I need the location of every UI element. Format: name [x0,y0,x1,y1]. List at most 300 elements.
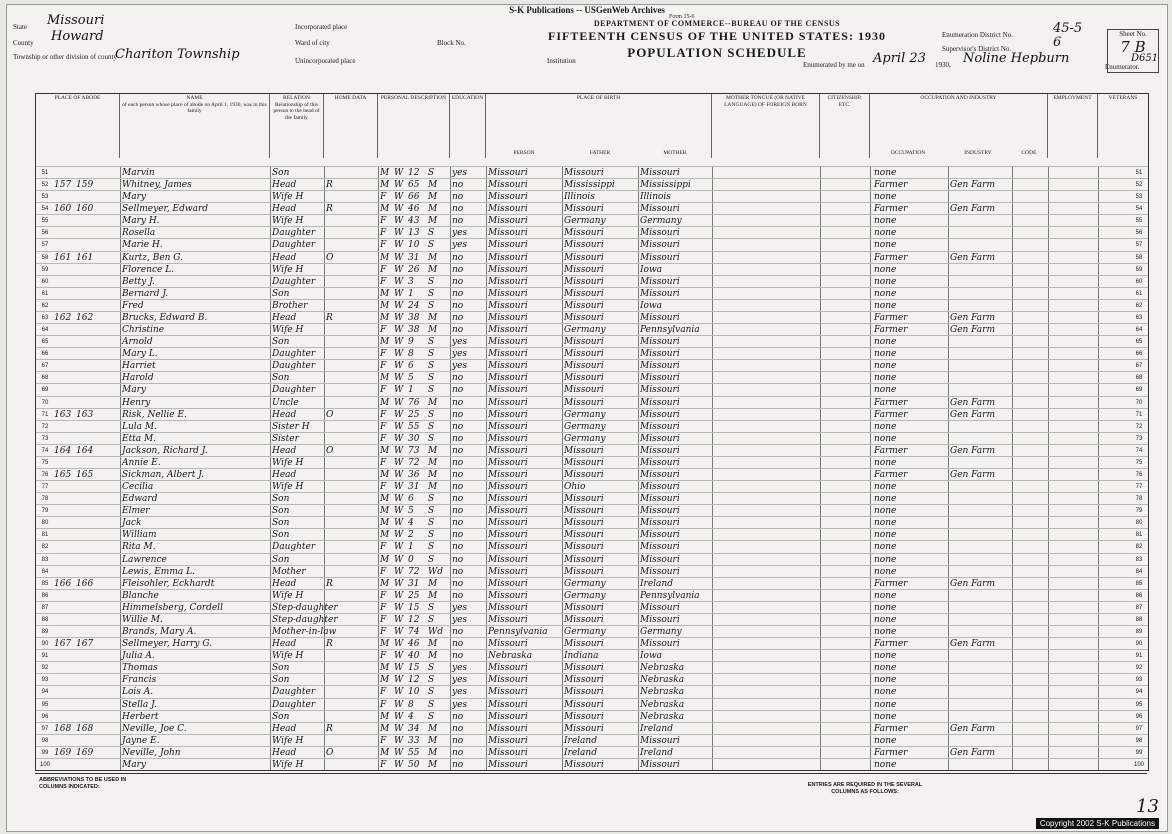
sex: F [380,482,387,493]
school-attendance: yes [452,602,468,613]
sex: M [380,530,390,541]
school-attendance: yes [452,228,468,239]
age: 25 [408,590,420,601]
occupation: none [874,566,897,577]
birthplace-father: Missouri [564,530,604,541]
person-name: Lois A. [122,687,154,698]
line-number: 55 [41,218,49,225]
age: 65 [408,180,420,191]
relation: Daughter [272,699,316,710]
school-attendance: no [452,627,464,638]
person-name: Sellmeyer, Harry G. [122,639,213,650]
race: W [394,675,404,686]
person-name: Mary [122,192,146,203]
birthplace-father: Missouri [564,639,604,650]
race: W [394,457,404,468]
marital-status: S [428,711,435,722]
state-label: State [13,23,27,31]
age: 73 [408,445,420,456]
race: W [394,530,404,541]
birthplace-father: Missouri [564,457,604,468]
person-name: Mary [122,759,146,770]
sex: F [380,421,387,432]
line-number-right: 99 [1135,749,1143,756]
marital-status: M [428,723,438,734]
birthplace-father: Germany [564,578,606,589]
occupation: none [874,300,897,311]
birthplace-mother: Missouri [640,735,680,746]
occupation: none [874,711,897,722]
birthplace-father: Missouri [564,566,604,577]
birthplace-person: Missouri [488,349,528,360]
marital-status: M [428,759,438,770]
line-number-right: 86 [1135,592,1143,599]
race: W [394,276,404,287]
relation: Step-daughter [272,602,338,613]
line-number: 93 [41,677,49,684]
birthplace-father: Illinois [564,192,595,203]
birthplace-father: Missouri [564,542,604,553]
person-name: Sellmeyer, Edward [122,204,209,215]
birthplace-mother: Missouri [640,457,680,468]
marital-status: M [428,747,438,758]
footer-notes [35,773,1147,826]
race: W [394,240,404,251]
birthplace-mother: Missouri [640,759,680,770]
line-number: 76 [41,472,49,478]
birthplace-person: Missouri [488,276,528,287]
birthplace-mother: Germany [640,627,682,638]
sex: M [380,252,390,263]
race: W [394,349,404,360]
census-sheet [6,4,1168,832]
unincorporated-label: Unincorporated place [295,57,356,65]
person-name: William [122,530,157,541]
line-number: 56 [41,230,49,237]
school-attendance: no [452,470,464,480]
col-employment: EMPLOYMENT [1048,94,1098,158]
birthplace-person: Missouri [488,578,528,589]
birthplace-person: Missouri [488,337,528,348]
age: 3 [408,276,414,287]
age: 12 [408,614,420,625]
col-relation-title: RELATION [283,95,310,101]
line-number-right: 90 [1135,641,1143,648]
birthplace-father: Missouri [564,554,604,565]
person-name: Fleisohler, Eckhardt [122,578,215,589]
occupation: Farmer [874,397,908,408]
person-name: Sickman, Albert J. [122,470,204,480]
marital-status: Wd [428,566,444,577]
birthplace-father: Germany [564,433,606,444]
age: 1 [408,385,414,396]
birthplace-mother: Missouri [640,494,680,505]
occupation: none [874,663,897,674]
birthplace-person: Pennsylvania [488,627,548,638]
relation: Daughter [272,361,316,372]
copyright-notice: Copyright 2002 S-K Publications [1036,818,1159,829]
dwelling-number: 160 [54,204,72,215]
age: 12 [408,168,420,178]
industry: Gen Farm [950,747,996,758]
occupation: none [874,759,897,770]
age: 72 [408,566,420,577]
person-name: Marie H. [122,240,163,251]
line-number-right: 53 [1135,194,1143,201]
birthplace-person: Missouri [488,252,528,263]
incorporated-label: Incorporated place [295,23,348,31]
sex: F [380,240,387,251]
family-number: 159 [76,180,94,191]
sheet-label: Sheet No. [1119,30,1147,38]
birthplace-mother: Missouri [640,506,680,517]
line-number-right: 59 [1135,266,1143,273]
birthplace-person: Missouri [488,639,528,650]
birthplace-person: Missouri [488,747,528,758]
sex: F [380,192,387,203]
line-number-right: 56 [1135,230,1143,237]
col-personal-description: PERSONAL DESCRIPTION [378,94,450,158]
line-number: 74 [41,447,49,454]
birthplace-mother: Missouri [640,349,680,360]
school-attendance: no [452,759,464,770]
birthplace-mother: Missouri [640,409,680,420]
person-name: Mary [122,385,146,396]
school-attendance: no [452,433,464,444]
birthplace-father: Ohio [564,482,586,493]
race: W [394,614,404,625]
marital-status: M [428,590,438,601]
birthplace-mother: Nebraska [640,687,685,698]
school-attendance: no [452,325,464,336]
occupation: none [874,735,897,746]
relation: Step-daughter [272,614,338,625]
col-name [120,94,270,158]
school-attendance: no [452,397,464,408]
race: W [394,337,404,348]
line-number: 62 [41,302,49,309]
birthplace-father: Missouri [564,276,604,287]
home-tenure: O [326,252,334,263]
school-attendance: no [452,578,464,589]
age: 38 [408,312,420,323]
occupation: Farmer [874,445,908,456]
school-attendance: no [452,651,464,662]
line-number-right: 55 [1135,218,1143,225]
school-attendance: no [452,518,464,529]
birthplace-mother: Nebraska [640,699,685,710]
occupation: none [874,276,897,287]
race: W [394,397,404,408]
school-attendance: yes [452,687,468,698]
birthplace-person: Missouri [488,494,528,505]
line-number: 52 [41,182,49,189]
family-number: 168 [76,723,94,734]
marital-status: M [428,470,438,480]
line-number: 88 [41,616,49,623]
line-number-right: 81 [1135,532,1143,539]
birthplace-mother: Missouri [640,421,680,432]
marital-status: M [428,445,438,456]
birthplace-person: Missouri [488,542,528,553]
line-number: 51 [41,170,49,176]
birthplace-father: Ireland [564,747,597,758]
family-number [76,759,96,771]
line-number: 68 [41,375,49,382]
birthplace-mother: Missouri [640,433,680,444]
col-relation-sub: Relationship of this person to the head of the family [273,101,320,121]
race: W [394,506,404,517]
table-row [36,758,1148,771]
relation: Head [272,409,297,420]
department-title: DEPARTMENT OF COMMERCE--BUREAU OF THE CENSUS [593,19,841,28]
relation: Son [272,530,290,541]
relation: Son [272,675,290,686]
birthplace-mother: Ireland [640,723,673,734]
school-attendance: yes [452,168,468,178]
birthplace-mother: Missouri [640,530,680,541]
marital-status: S [428,168,435,178]
line-number-right: 76 [1135,472,1143,478]
birthplace-father: Missouri [564,337,604,348]
relation: Daughter [272,349,316,360]
line-number-right: 85 [1135,580,1143,587]
line-number-right: 97 [1135,725,1143,732]
race: W [394,361,404,372]
col-name-sub: of each person whose place of abode on April 1, 1930, was in this family [122,101,267,114]
person-name: Herbert [122,711,159,722]
birthplace-father: Germany [564,216,606,227]
relation: Son [272,554,290,565]
race: W [394,264,404,275]
birthplace-father: Missouri [564,240,604,251]
relation: Daughter [272,385,316,396]
line-number: 63 [41,314,49,321]
line-number-right: 89 [1135,629,1143,636]
person-name: Willie M. [122,614,163,625]
line-number: 58 [41,254,49,261]
occupation: none [874,590,897,601]
sex: F [380,542,387,553]
home-tenure: R [326,180,333,191]
relation: Head [272,578,297,589]
marital-status: S [428,349,435,360]
sex: F [380,614,387,625]
sex: M [380,204,390,215]
line-number-right: 73 [1135,435,1143,442]
age: 5 [408,506,414,517]
relation: Wife H [272,590,304,601]
marital-status: S [428,554,435,565]
occupation: none [874,675,897,686]
occupation: Farmer [874,252,908,263]
line-number: 66 [41,351,49,358]
line-number: 53 [41,194,49,201]
relation: Head [272,445,297,456]
ward-label: Ward of city [295,39,330,47]
age: 8 [408,349,414,360]
marital-status: S [428,361,435,372]
birthplace-mother: Missouri [640,312,680,323]
marital-status: M [428,180,438,191]
person-name: Florence L. [122,264,175,275]
relation: Sister [272,433,299,444]
birthplace-mother: Missouri [640,373,680,384]
sex: F [380,602,387,613]
occupation: none [874,482,897,493]
family-number: 161 [76,252,94,263]
occupation: none [874,530,897,541]
birthplace-person: Missouri [488,554,528,565]
person-name: Mary H. [122,216,160,227]
line-number: 82 [41,544,49,551]
line-number: 73 [41,435,49,442]
relation: Son [272,373,290,384]
occupation: none [874,361,897,372]
township-label: Township or other division of county [13,53,117,61]
marital-status: S [428,228,435,239]
industry: Gen Farm [950,639,996,650]
sex: M [380,373,390,384]
col-citizenship: CITIZENSHIP, ETC. [820,94,870,158]
race: W [394,482,404,493]
enumerated-label: Enumerated by me on [803,61,865,69]
birthplace-mother: Iowa [640,264,663,275]
race: W [394,590,404,601]
birthplace-person: Missouri [488,614,528,625]
race: W [394,180,404,191]
school-attendance: no [452,180,464,191]
sex: M [380,445,390,456]
birthplace-person: Missouri [488,482,528,493]
line-number: 75 [41,459,49,466]
marital-status: S [428,699,435,710]
marital-status: M [428,397,438,408]
occupation: Farmer [874,312,908,323]
birthplace-father: Missouri [564,614,604,625]
race: W [394,711,404,722]
race: W [394,385,404,396]
occupation: none [874,349,897,360]
race: W [394,639,404,650]
line-number: 54 [41,206,49,213]
race: W [394,409,404,420]
birthplace-father: Missouri [564,312,604,323]
marital-status: S [428,494,435,505]
state-value: Missouri [47,13,105,28]
relation: Daughter [272,276,316,287]
line-number: 61 [41,290,49,297]
sex: F [380,735,387,746]
person-name: Blanche [122,590,159,601]
sheet-number: 7 B [1120,38,1146,56]
birthplace-father: Missouri [564,711,604,722]
institution-label: Institution [547,57,576,65]
birthplace-mother: Missouri [640,614,680,625]
race: W [394,168,404,178]
school-attendance: no [452,639,464,650]
line-number: 98 [41,737,49,744]
race: W [394,735,404,746]
relation: Head [272,252,297,263]
entries-title: ENTRIES ARE REQUIRED IN THE SEVERAL COLUMNS AS FOLLOWS: [807,782,923,795]
birthplace-person: Missouri [488,506,528,517]
line-number-right: 62 [1135,302,1143,309]
birthplace-mother: Nebraska [640,675,685,686]
race: W [394,687,404,698]
line-number: 65 [41,339,49,346]
age: 4 [408,711,414,722]
line-number: 78 [41,496,49,503]
birthplace-father: Missouri [564,300,604,311]
age: 6 [408,494,414,505]
marital-status: M [428,204,438,215]
birthplace-mother: Missouri [640,554,680,565]
line-number-right: 71 [1135,411,1143,418]
birthplace-father: Missouri [564,349,604,360]
line-number-right: 65 [1135,339,1143,346]
person-name: Harold [122,373,154,384]
enumeration-year: 1930, [935,61,951,69]
occupation: none [874,168,897,178]
age: 10 [408,687,420,698]
dwelling-number: 168 [54,723,72,734]
family-number: 160 [76,204,94,215]
sex: F [380,699,387,710]
relation: Son [272,506,290,517]
school-attendance: no [452,506,464,517]
age: 13 [408,228,420,239]
line-number: 81 [41,532,49,539]
birthplace-person: Missouri [488,264,528,275]
line-number: 100 [39,761,50,768]
industry: Gen Farm [950,252,996,263]
birthplace-mother: Missouri [640,397,680,408]
occupation: none [874,506,897,517]
race: W [394,651,404,662]
home-tenure: R [326,578,333,589]
col-veterans: VETERANS [1108,95,1138,101]
person-name: Jayne E. [122,735,160,746]
archive-banner: S-K Publications -- USGenWeb Archives [509,5,665,15]
race: W [394,566,404,577]
relation: Wife H [272,325,304,336]
relation: Daughter [272,228,316,239]
person-name: Thomas [122,663,158,674]
line-number: 67 [41,363,49,370]
line-number-right: 70 [1135,399,1143,406]
line-number-right: 69 [1135,387,1143,394]
enumerator-name: Noline Hepburn [963,51,1070,66]
line-number-right: 88 [1135,616,1143,623]
occupation: Farmer [874,747,908,758]
industry: Gen Farm [950,578,996,589]
marital-status: M [428,325,438,336]
home-tenure: R [326,723,333,734]
birthplace-person: Missouri [488,228,528,239]
occupation: none [874,699,897,710]
school-attendance: no [452,482,464,493]
marital-status: Wd [428,627,444,638]
sex: F [380,457,387,468]
line-number: 85 [41,580,49,587]
line-number-right: 83 [1135,556,1143,563]
school-attendance: no [452,216,464,227]
birthplace-mother: Missouri [640,240,680,251]
birthplace-person: Missouri [488,735,528,746]
school-attendance: yes [452,699,468,710]
person-name: Bernard J. [122,288,169,299]
